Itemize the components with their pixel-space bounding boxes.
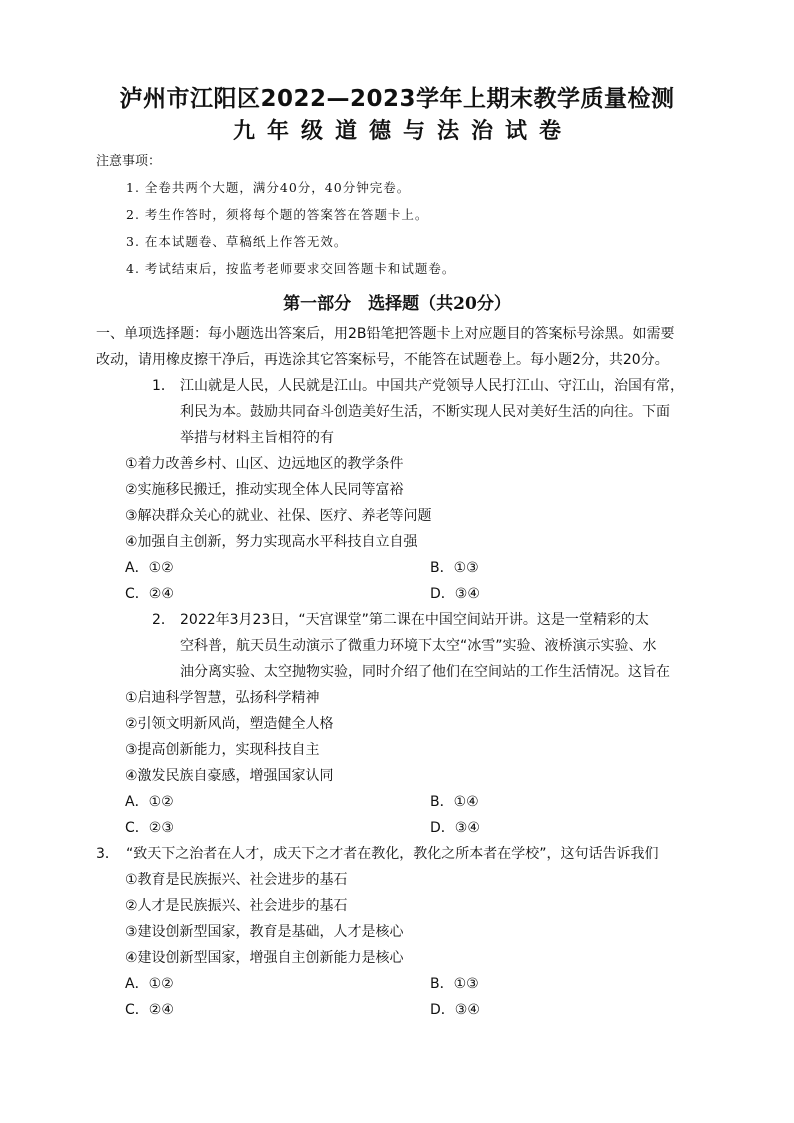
note-item: 3. 在本试题卷、草稿纸上作答无效。	[126, 234, 348, 249]
exam-title: 泸州市江阳区2022—2023学年上期末教学质量检测	[119, 86, 675, 112]
section-title: 第一部分 选择题（共20分）	[283, 294, 511, 314]
statement-option: ③解决群众关心的就业、社保、医疗、养老等问题	[125, 508, 432, 524]
question-text: 利民为本。鼓励共同奋斗创造美好生活，不断实现人民对美好生活的向往。下面	[180, 404, 670, 420]
statement-option: ①启迪科学智慧，弘扬科学精神	[125, 690, 320, 706]
answer-choice-d: D．③④	[430, 1002, 480, 1018]
statement-option: ③提高创新能力，实现科技自主	[125, 742, 320, 758]
question-number: 1．	[152, 378, 175, 394]
question-number: 2．	[152, 612, 175, 628]
answer-choice-c: C．②④	[125, 1002, 174, 1018]
instruction-line: 改动，请用橡皮擦干净后，再选涂其它答案标号，不能答在试题卷上。每小题2分，共20分。	[96, 352, 669, 368]
statement-option: ②实施移民搬迁，推动实现全体人民同等富裕	[125, 482, 404, 498]
answer-choice-d: D．③④	[430, 820, 480, 836]
statement-option: ④建设创新型国家，增强自主创新能力是核心	[125, 950, 404, 966]
question-text: 2022年3月23日，“天宫课堂”第二课在中国空间站开讲。这是一堂精彩的太	[180, 612, 649, 628]
statement-option: ②引领文明新风尚，塑造健全人格	[125, 716, 334, 732]
notes-heading: 注意事项：	[96, 154, 162, 169]
instruction-line: 一、单项选择题：每小题选出答案后，用2B铅笔把答题卡上对应题目的答案标号涂黑。如需要	[96, 326, 675, 342]
exam-subtitle: 九年级道德与法治试卷	[232, 119, 573, 144]
question-text: “致天下之治者在人才，成天下之才者在教化，教化之所本者在学校”，这句话告诉我们	[126, 846, 659, 862]
note-item: 1. 全卷共两个大题，满分40分，40分钟完卷。	[126, 180, 411, 195]
answer-choice-a: A．①②	[125, 560, 174, 576]
answer-choice-a: A．①②	[125, 976, 174, 992]
question-text: 举措与材料主旨相符的有	[180, 430, 334, 446]
question-text: 油分离实验、太空抛物实验，同时介绍了他们在空间站的工作生活情况。这旨在	[180, 664, 670, 680]
question-number: 3．	[96, 846, 119, 862]
answer-choice-c: C．②③	[125, 820, 174, 836]
answer-choice-b: B．①③	[430, 976, 479, 992]
answer-choice-a: A．①②	[125, 794, 174, 810]
question-text: 空科普，航天员生动演示了微重力环境下太空“冰雪”实验、液桥演示实验、水	[180, 638, 657, 654]
note-item: 4. 考试结束后，按监考老师要求交回答题卡和试题卷。	[126, 261, 456, 276]
statement-option: ②人才是民族振兴、社会进步的基石	[125, 898, 348, 914]
answer-choice-c: C．②④	[125, 586, 174, 602]
question-text: 江山就是人民，人民就是江山。中国共产党领导人民打江山、守江山，治国有常，	[180, 378, 684, 394]
statement-option: ④激发民族自豪感，增强国家认同	[125, 768, 334, 784]
statement-option: ①教育是民族振兴、社会进步的基石	[125, 872, 348, 888]
answer-choice-d: D．③④	[430, 586, 480, 602]
note-item: 2. 考生作答时，须将每个题的答案答在答题卡上。	[126, 207, 429, 222]
statement-option: ①着力改善乡村、山区、边远地区的教学条件	[125, 456, 404, 472]
statement-option: ④加强自主创新，努力实现高水平科技自立自强	[125, 534, 418, 550]
answer-choice-b: B．①④	[430, 794, 479, 810]
statement-option: ③建设创新型国家，教育是基础，人才是核心	[125, 924, 404, 940]
answer-choice-b: B．①③	[430, 560, 479, 576]
